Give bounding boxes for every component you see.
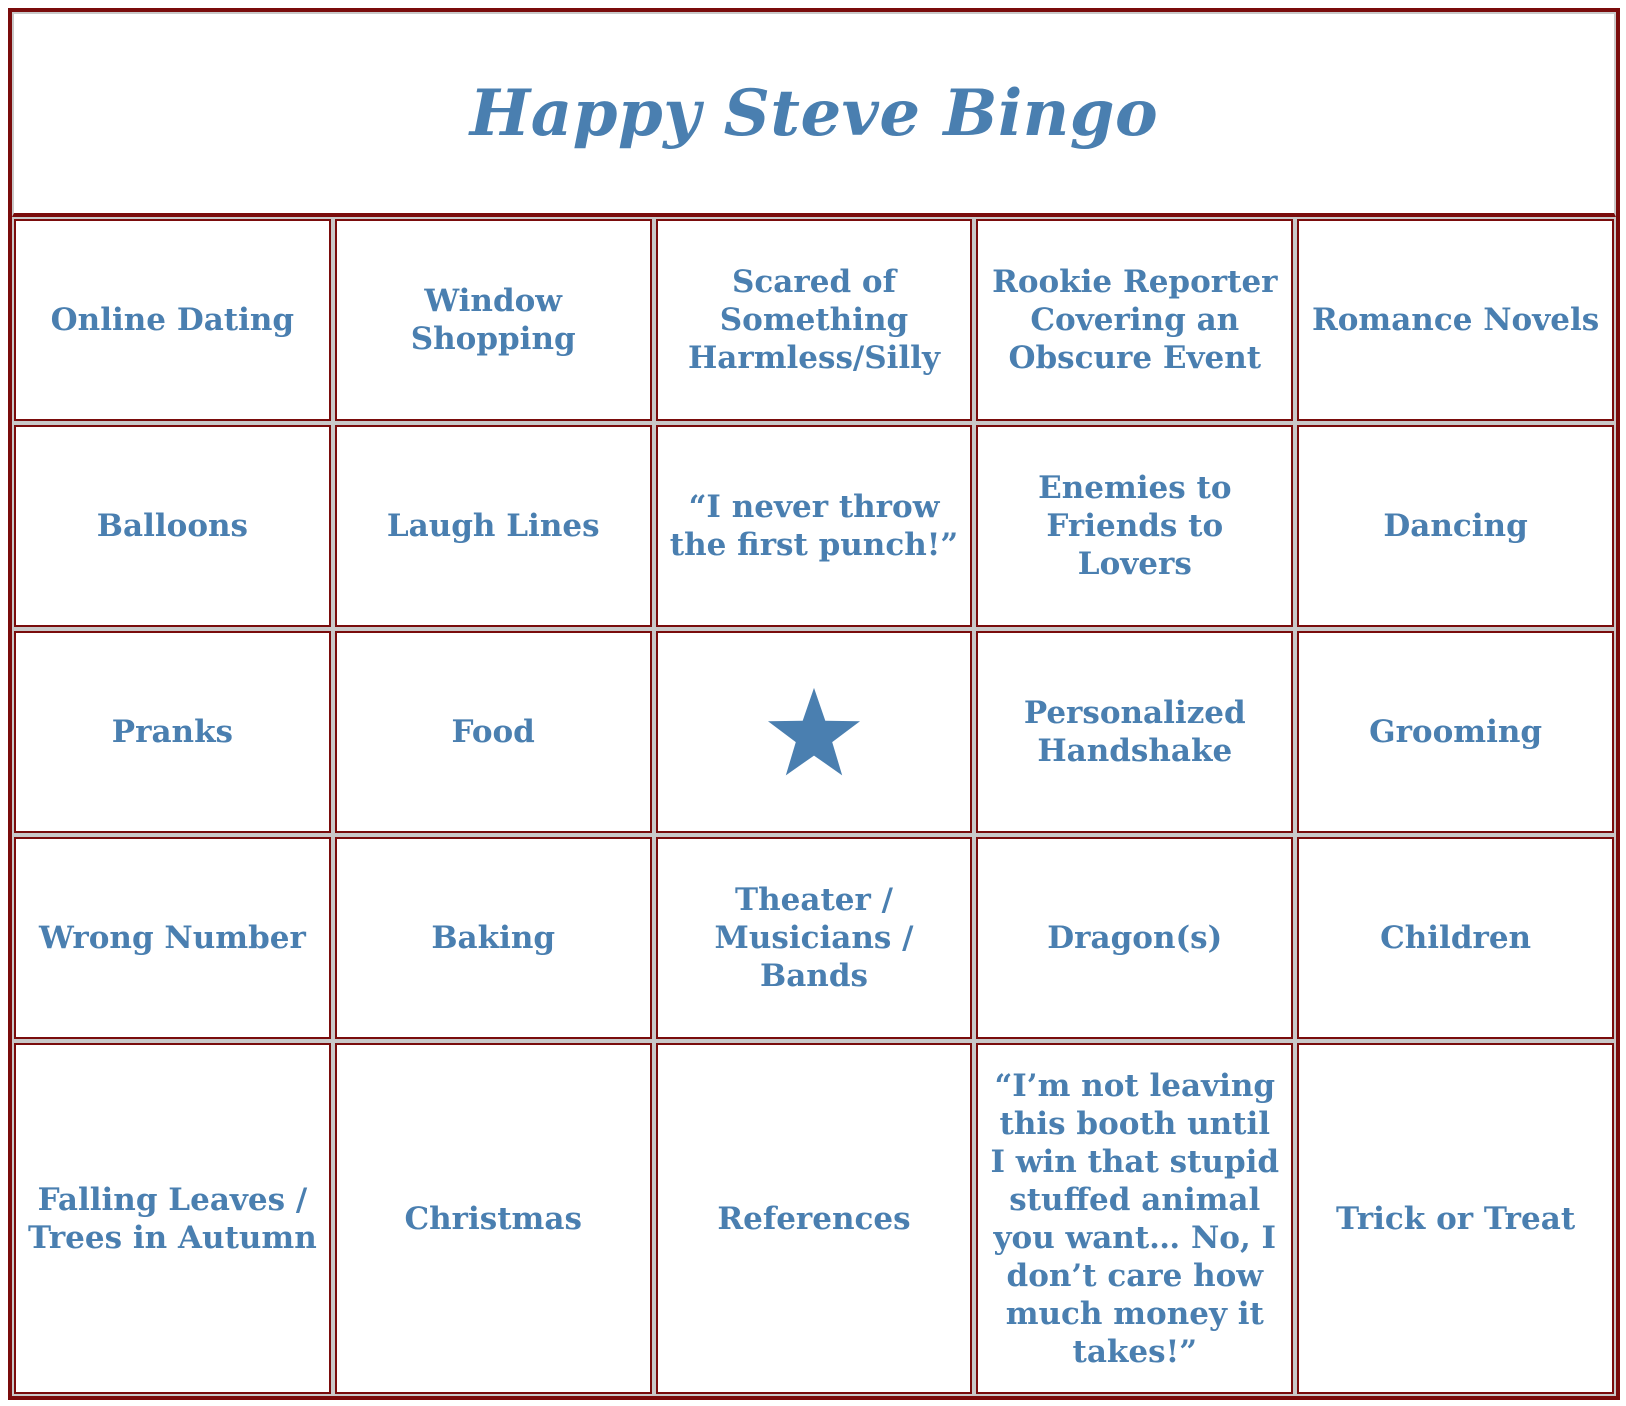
cell-label: Pranks — [111, 714, 233, 750]
bingo-cell[interactable] — [12, 423, 333, 629]
cell-label: “I’m not leaving this booth until I win that stupid stuffed animal you want… No, I don’t care how much money it takes!” — [990, 1067, 1280, 1370]
bingo-cell[interactable] — [654, 835, 975, 1041]
cell-label: “I never throw the first punch!” — [669, 489, 959, 563]
bingo-cell[interactable] — [1295, 629, 1616, 835]
cell-label: Rookie Reporter Covering an Obscure Event — [992, 264, 1278, 376]
cell-label: Dancing — [1383, 508, 1528, 544]
title-row — [12, 12, 1616, 217]
cell-label: Trick or Treat — [1336, 1200, 1576, 1237]
cell-label: Romance Novels — [1311, 302, 1600, 338]
bingo-cell[interactable] — [333, 835, 654, 1041]
cell-label: Children — [1380, 920, 1532, 956]
bingo-cell[interactable] — [654, 217, 975, 423]
bingo-cell[interactable] — [1295, 217, 1616, 423]
bingo-cell[interactable] — [974, 423, 1295, 629]
bingo-cell[interactable] — [333, 217, 654, 423]
bingo-board — [8, 8, 1620, 1400]
bingo-cell[interactable] — [12, 217, 333, 423]
cell-label: Enemies to Friends to Lovers — [1038, 470, 1232, 582]
cell-label: Grooming — [1369, 714, 1543, 750]
bingo-cell[interactable] — [1295, 423, 1616, 629]
cell-label: Theater / Musicians / Bands — [714, 882, 914, 994]
cell-label: Food — [451, 714, 535, 750]
bingo-cell[interactable] — [1295, 835, 1616, 1041]
cell-label: Online Dating — [50, 302, 295, 338]
cell-label: Scared of Something Harmless/Silly — [688, 264, 940, 376]
bingo-cell[interactable] — [654, 1041, 975, 1396]
cell-label: Falling Leaves / Trees in Autumn — [28, 1181, 317, 1256]
bingo-cell[interactable] — [974, 1041, 1295, 1396]
cell-label: Window Shopping — [410, 283, 576, 357]
bingo-grid — [12, 217, 1616, 1396]
bingo-cell[interactable] — [12, 1041, 333, 1396]
bingo-cell[interactable] — [333, 629, 654, 835]
cell-label: Balloons — [96, 508, 248, 544]
cell-label: Baking — [431, 920, 556, 956]
bingo-cell[interactable] — [974, 629, 1295, 835]
bingo-cell[interactable] — [12, 835, 333, 1041]
bingo-cell[interactable] — [12, 629, 333, 835]
bingo-cell[interactable] — [333, 423, 654, 629]
bingo-cell[interactable] — [974, 835, 1295, 1041]
cell-label: Laugh Lines — [386, 508, 600, 544]
page-title: Happy Steve Bingo — [469, 76, 1159, 151]
cell-label: Christmas — [404, 1200, 582, 1237]
bingo-cell[interactable] — [974, 217, 1295, 423]
cell-label: Personalized Handshake — [1023, 695, 1246, 769]
cell-label: Dragon(s) — [1047, 920, 1223, 956]
bingo-cell[interactable] — [654, 423, 975, 629]
cell-label: Wrong Number — [38, 920, 306, 956]
bingo-cell[interactable] — [333, 1041, 654, 1396]
free-space-cell[interactable] — [654, 629, 975, 835]
star-icon — [766, 686, 862, 778]
cell-label: References — [717, 1200, 911, 1237]
star-shape — [768, 688, 860, 775]
bingo-cell[interactable] — [1295, 1041, 1616, 1396]
